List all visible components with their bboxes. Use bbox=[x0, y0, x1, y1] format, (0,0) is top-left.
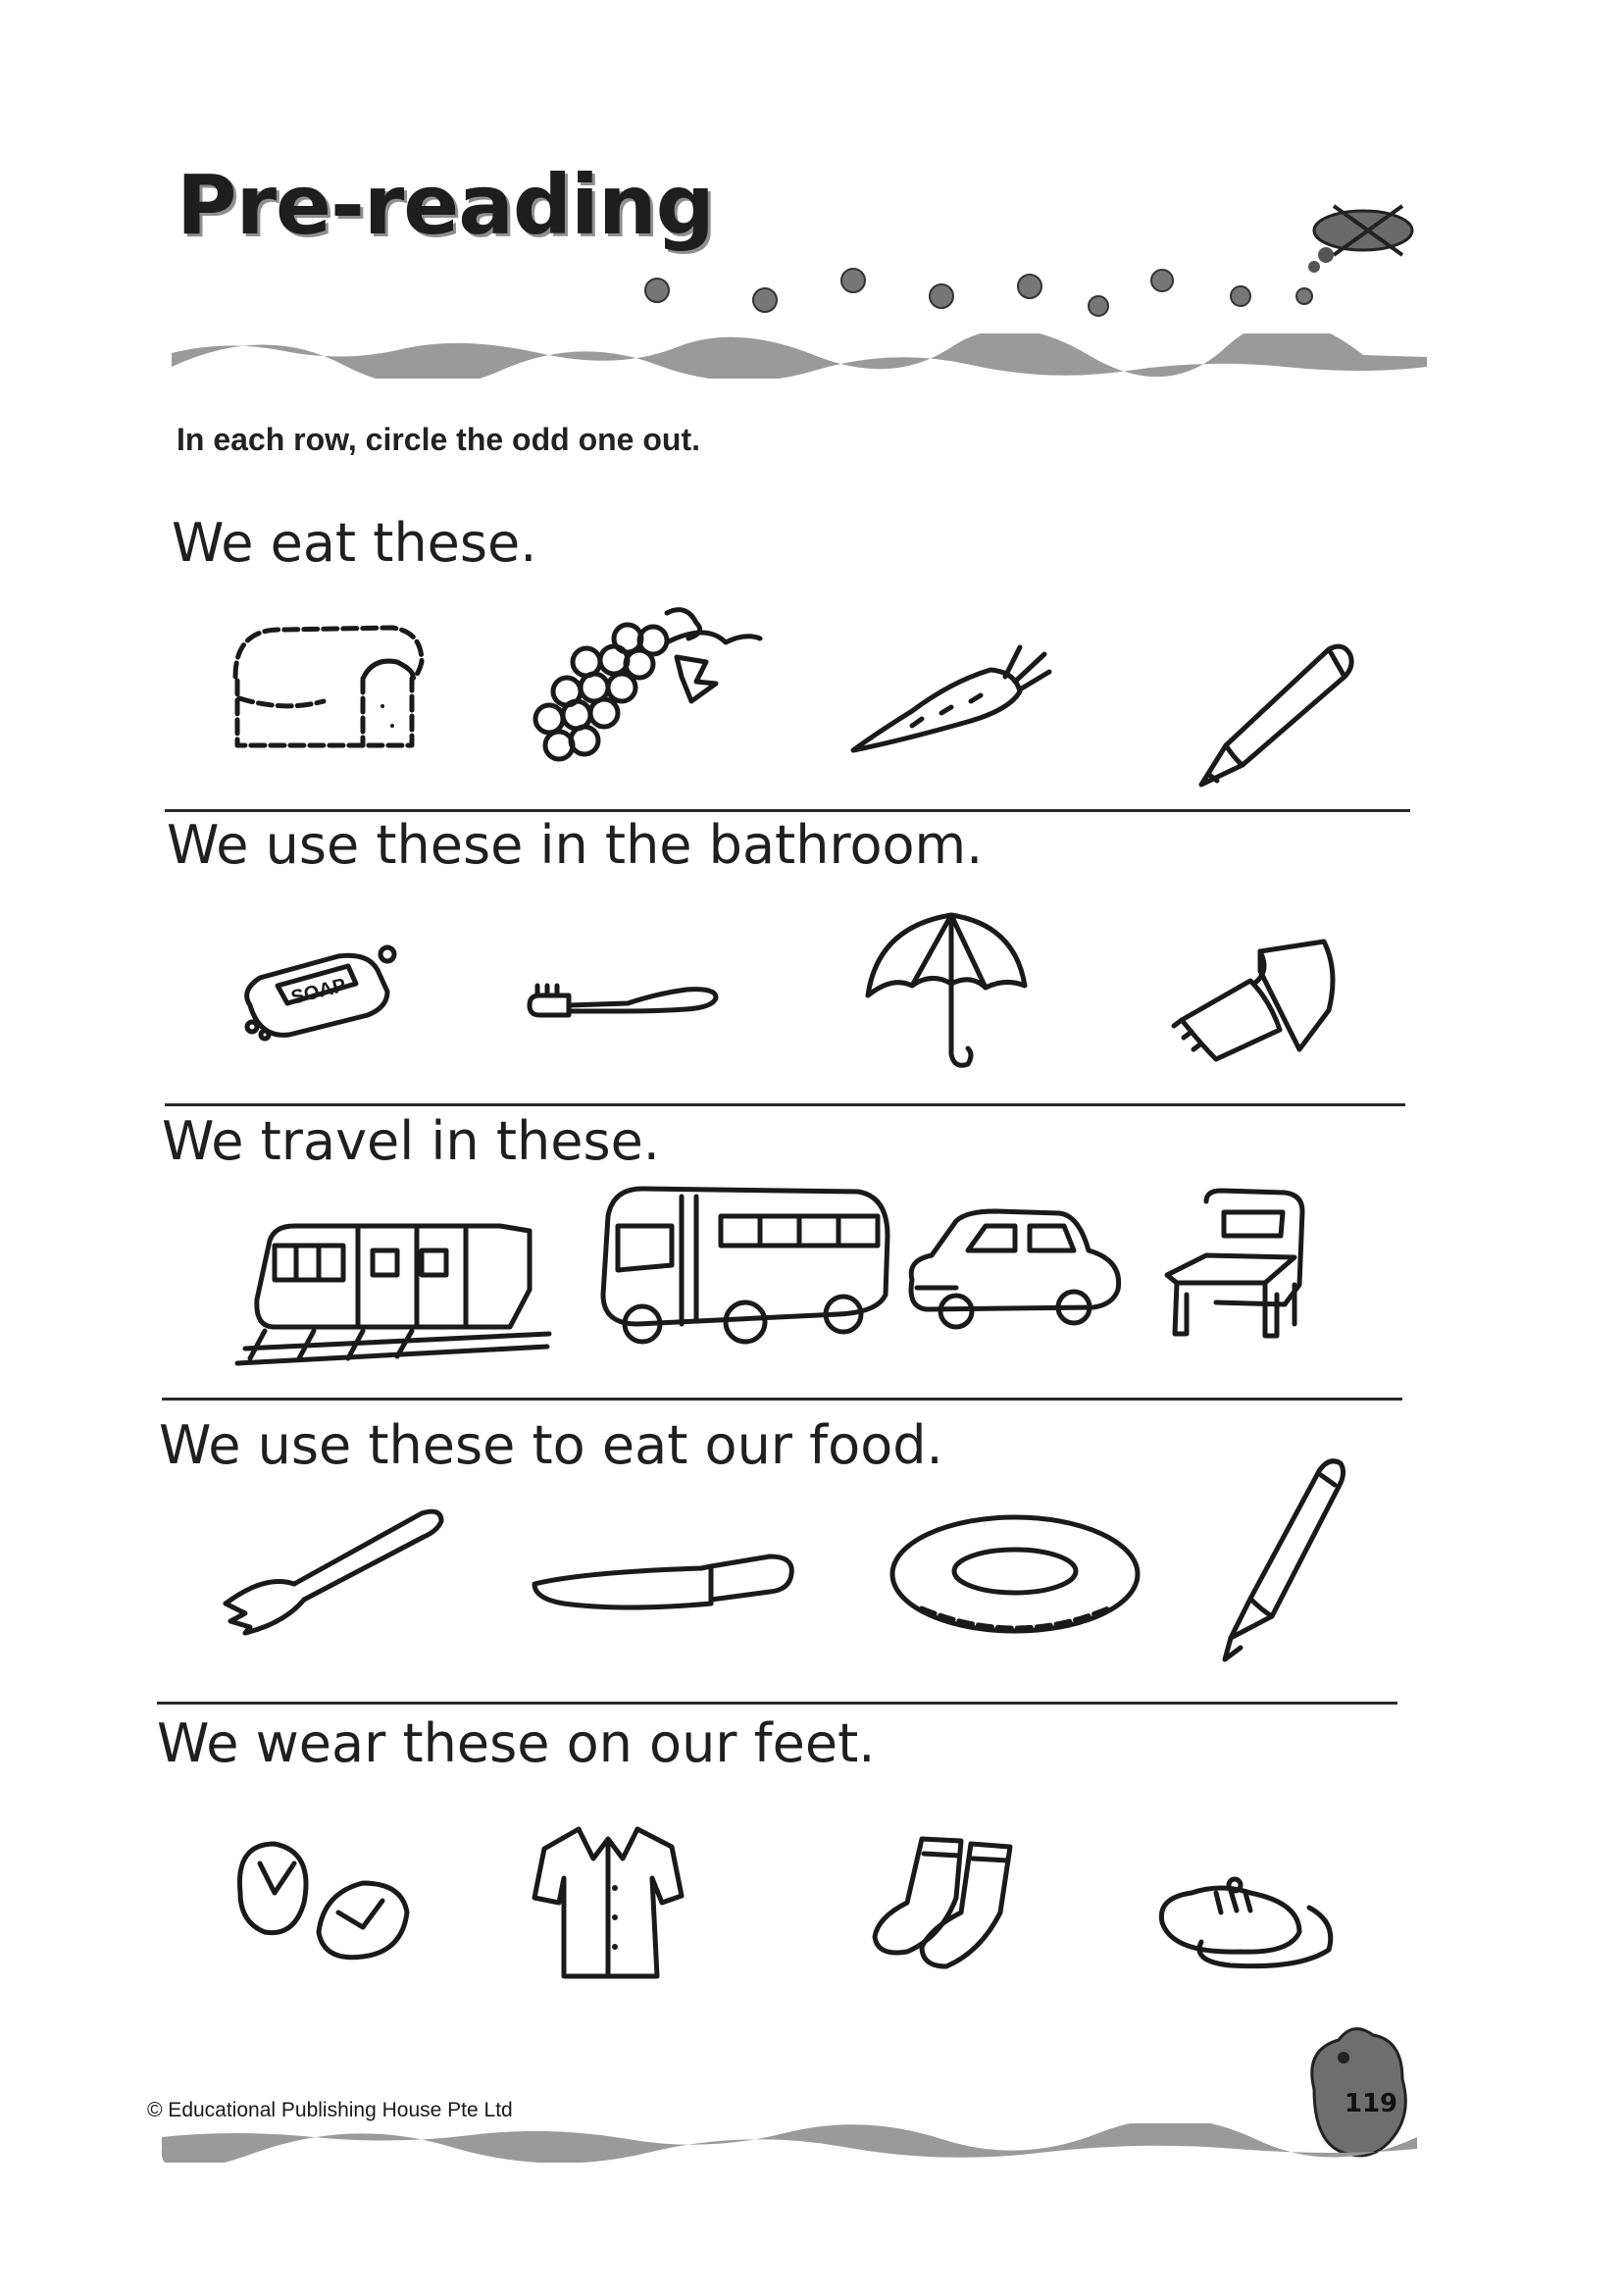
instruction-text: In each row, circle the odd one out. bbox=[177, 422, 700, 457]
umbrella-icon bbox=[858, 907, 1035, 1074]
train-icon bbox=[235, 1211, 559, 1368]
socks-icon bbox=[863, 1829, 1020, 1976]
knife-icon bbox=[525, 1545, 799, 1623]
copyright-text: © Educational Publishing House Pte Ltd bbox=[147, 2099, 513, 2121]
footer-divider bbox=[157, 2123, 1422, 2163]
page-number: 119 bbox=[1344, 2089, 1398, 2118]
bus-icon bbox=[593, 1177, 897, 1353]
car-icon bbox=[897, 1201, 1133, 1339]
row-5-label: We wear these on our feet. bbox=[157, 1712, 876, 1774]
soap-label: SOAP bbox=[288, 974, 349, 1009]
row-divider bbox=[162, 1398, 1402, 1401]
toothbrush-icon bbox=[520, 976, 726, 1035]
airplane-icon bbox=[1308, 206, 1412, 273]
towel-icon bbox=[1162, 932, 1358, 1069]
header-divider bbox=[167, 333, 1432, 379]
row-4-label: We use these to eat our food. bbox=[159, 1414, 943, 1476]
airplane-trail-decoration bbox=[628, 186, 1432, 343]
plate-icon bbox=[883, 1510, 1147, 1648]
row-divider bbox=[165, 1103, 1405, 1106]
page-title: Pre-reading bbox=[177, 157, 714, 253]
pen-icon bbox=[1211, 1452, 1348, 1667]
slippers-icon bbox=[226, 1824, 422, 1971]
chair-icon bbox=[1147, 1187, 1314, 1344]
shoes-icon bbox=[1152, 1863, 1339, 1971]
row-3-label: We travel in these. bbox=[162, 1110, 660, 1172]
row-1-label: We eat these. bbox=[172, 512, 537, 574]
shirt-icon bbox=[525, 1819, 691, 1986]
grapes-icon bbox=[520, 603, 765, 770]
row-2-label: We use these in the bathroom. bbox=[167, 814, 984, 876]
bread-icon bbox=[226, 618, 431, 765]
row-divider bbox=[157, 1702, 1397, 1705]
carrot-icon bbox=[843, 642, 1059, 760]
fork-icon bbox=[206, 1505, 451, 1643]
row-divider bbox=[165, 809, 1410, 812]
soap-icon bbox=[240, 937, 397, 1045]
pencil-icon bbox=[1182, 637, 1358, 794]
